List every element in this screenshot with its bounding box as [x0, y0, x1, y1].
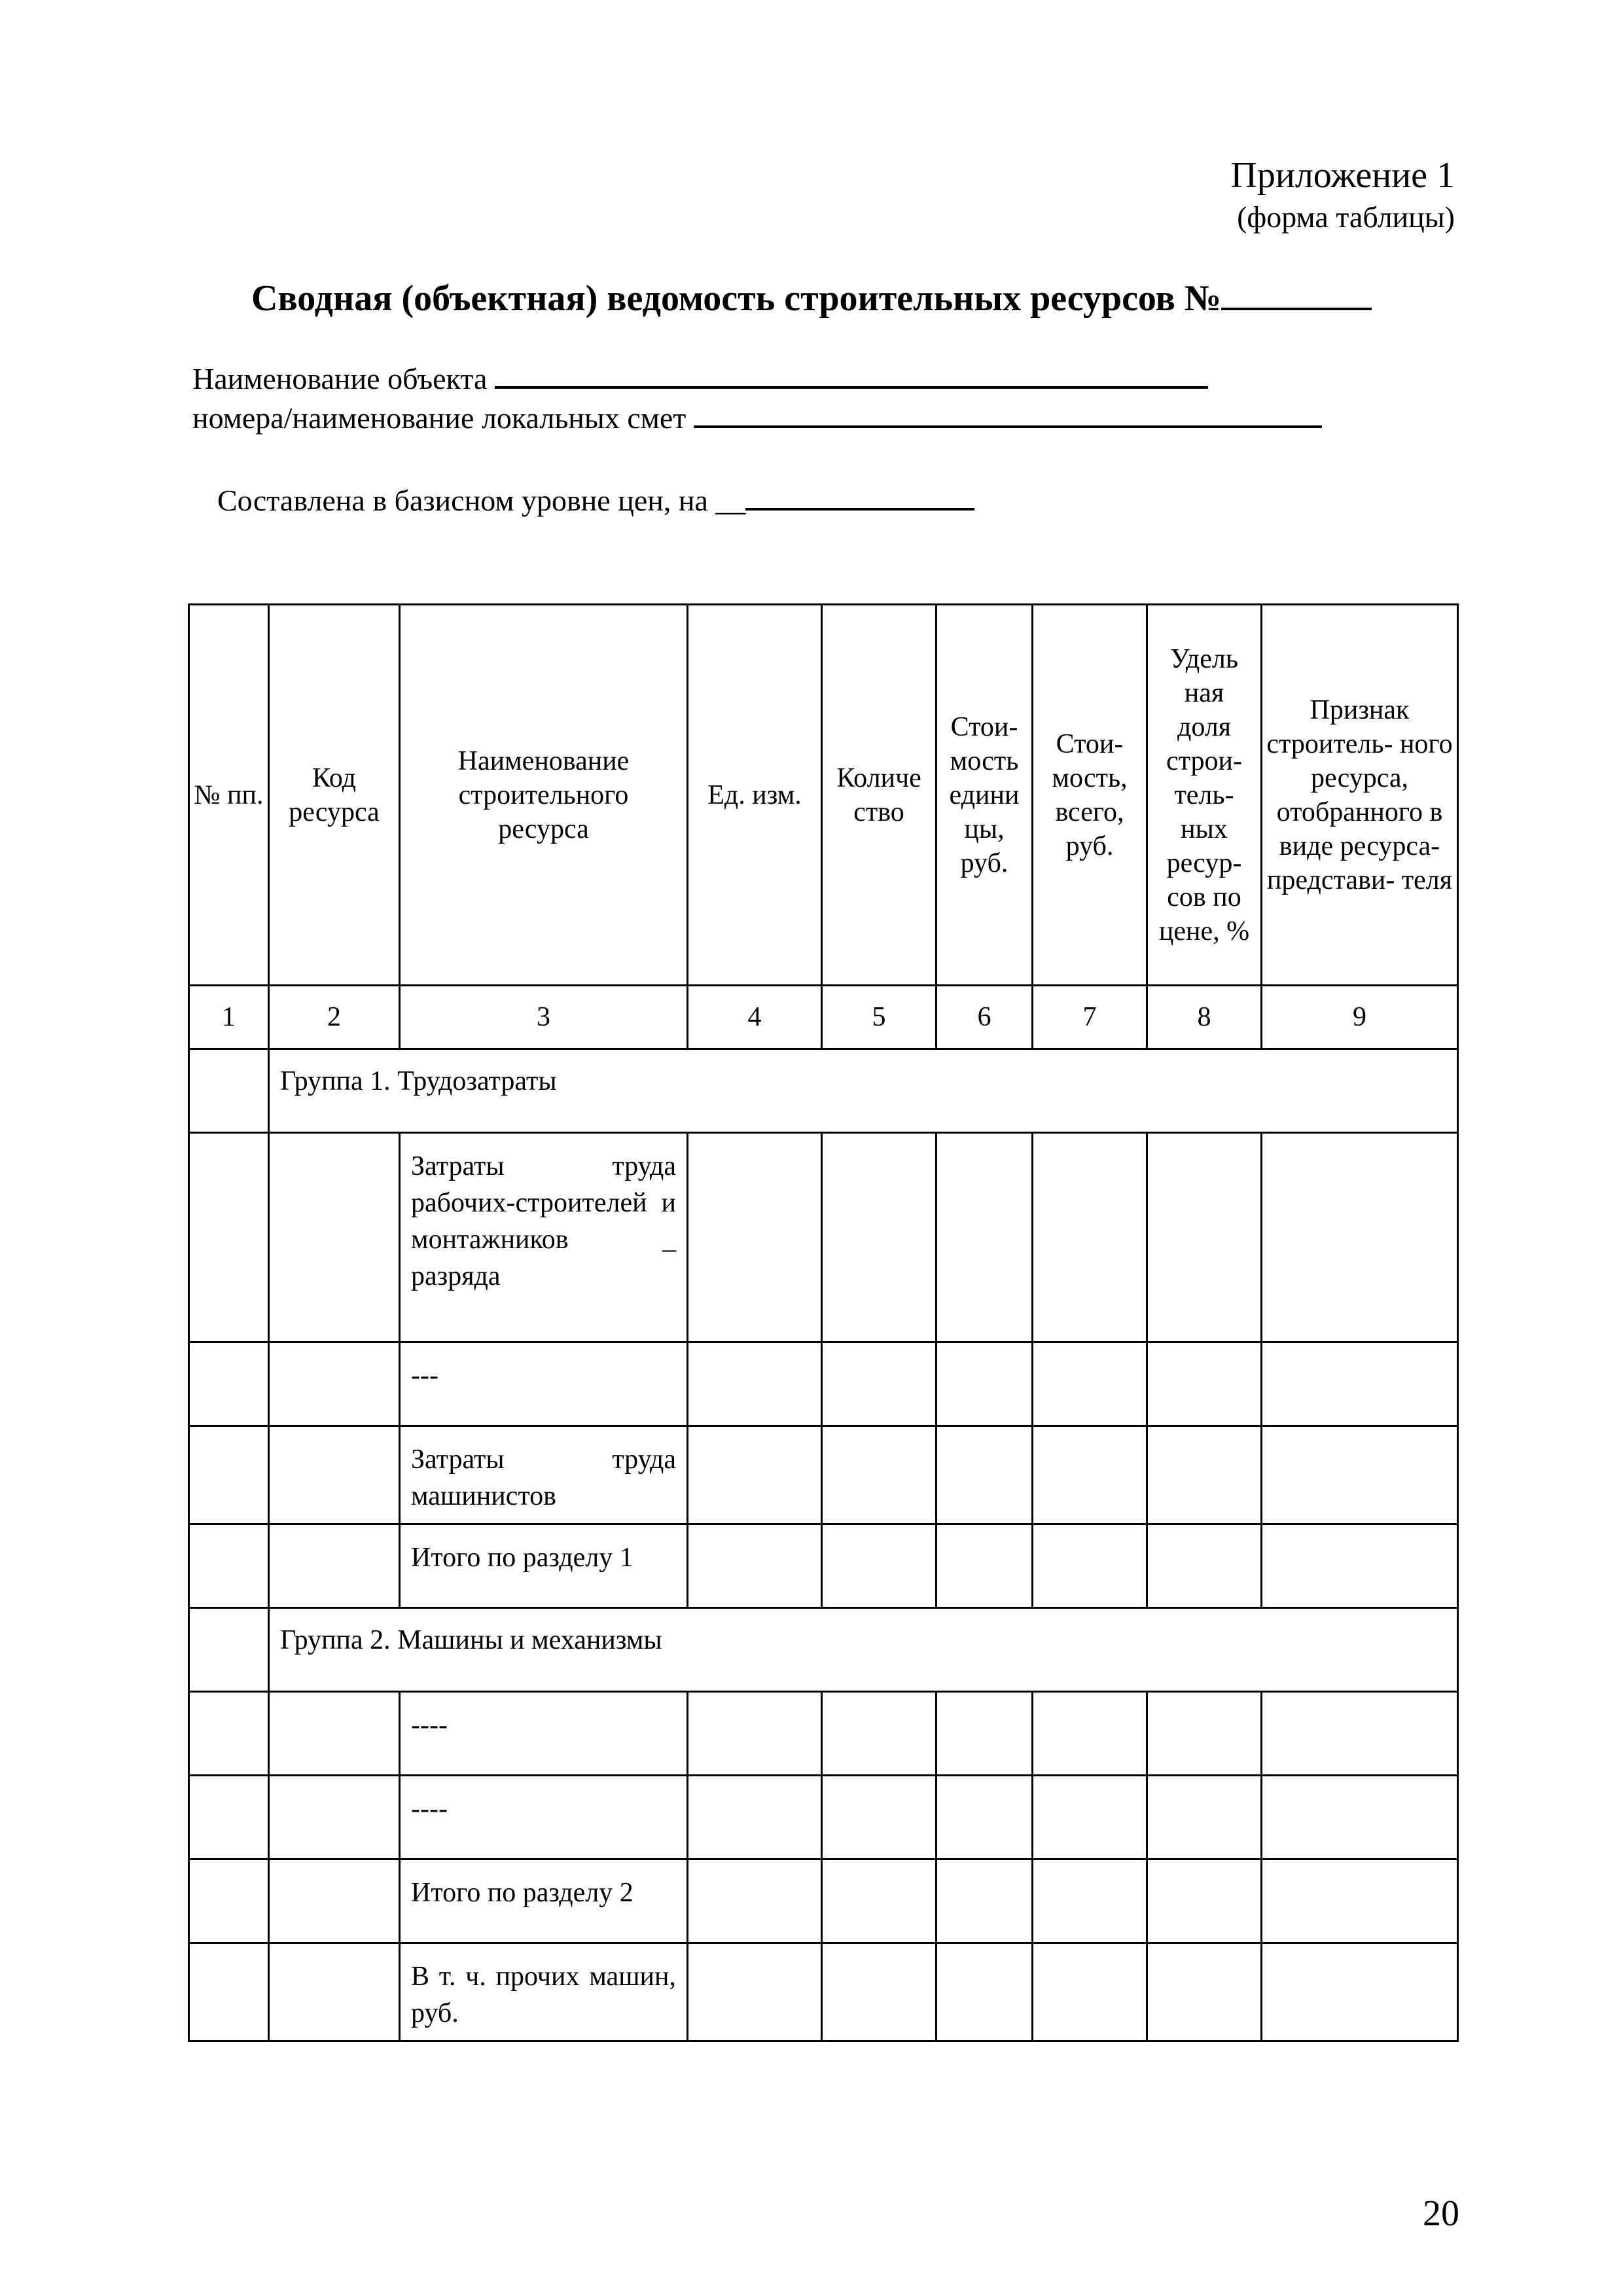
estimates-line [192, 395, 1322, 437]
column-number: 6 [936, 986, 1033, 1049]
empty-cell [1262, 1133, 1458, 1342]
table-row [189, 1524, 1458, 1608]
empty-cell [822, 1859, 936, 1943]
empty-cell [189, 1426, 269, 1524]
empty-cell [688, 1342, 822, 1426]
empty-cell [936, 1776, 1033, 1859]
table-row [189, 1943, 1458, 2041]
price-level-label: Составлена в базисном уровне цен, на __ [217, 484, 746, 517]
resource-name-cell: Затраты труда машинистов [400, 1426, 688, 1524]
group-row [189, 1608, 1458, 1692]
header-cell-quantity: Количе ство [822, 605, 936, 986]
resource-name-cell: ---- [400, 1692, 688, 1776]
empty-cell [189, 1608, 269, 1692]
empty-cell [1147, 1859, 1262, 1943]
group-title: Группа 1. Трудозатраты [269, 1049, 1458, 1133]
column-number: 1 [189, 986, 269, 1049]
header-cell-name: Наименование строительного ресурса [400, 605, 688, 986]
estimates-label: номера/наименование локальных смет [192, 401, 687, 435]
empty-cell [269, 1524, 400, 1608]
table-row [189, 1426, 1458, 1524]
empty-cell [1033, 1426, 1147, 1524]
empty-cell [1262, 1776, 1458, 1859]
column-number: 7 [1033, 986, 1147, 1049]
subtotal-cell: Итого по разделу 2 [400, 1859, 688, 1943]
empty-cell [822, 1943, 936, 2041]
empty-cell [822, 1524, 936, 1608]
column-number: 3 [400, 986, 688, 1049]
empty-cell [688, 1426, 822, 1524]
resource-name-cell: В т. ч. прочих машин, руб. [400, 1943, 688, 2041]
page-number: 20 [1423, 2193, 1459, 2234]
empty-cell [1033, 1776, 1147, 1859]
empty-cell [688, 1943, 822, 2041]
empty-cell [1262, 1426, 1458, 1524]
document-title [131, 274, 1492, 321]
empty-cell [189, 1049, 269, 1133]
empty-cell [189, 1859, 269, 1943]
table-row [189, 1342, 1458, 1426]
header-cell-unit: Ед. изм. [688, 605, 822, 986]
empty-cell [1262, 1943, 1458, 2041]
empty-cell [822, 1776, 936, 1859]
resource-name-cell: Затраты труда рабочих-строителей и монтажников _ разряда [400, 1133, 688, 1342]
empty-cell [1033, 1943, 1147, 2041]
header-cell-total-cost: Стои- мость, всего, руб. [1033, 605, 1147, 986]
document-number-blank [1221, 274, 1372, 310]
empty-cell [269, 1859, 400, 1943]
empty-cell [1033, 1133, 1147, 1342]
empty-cell [189, 1133, 269, 1342]
document-title-text: Сводная (объектная) ведомость строительных ресурсов № [251, 278, 1222, 319]
column-number: 9 [1262, 986, 1458, 1049]
empty-cell [688, 1692, 822, 1776]
table-row [189, 1776, 1458, 1859]
estimates-blank [694, 395, 1322, 428]
empty-cell [1033, 1342, 1147, 1426]
column-number: 4 [688, 986, 822, 1049]
empty-cell [1262, 1524, 1458, 1608]
empty-cell [936, 1859, 1033, 1943]
empty-cell [1147, 1342, 1262, 1426]
group-row [189, 1049, 1458, 1133]
group-title: Группа 2. Машины и механизмы [269, 1608, 1458, 1692]
header-cell-code: Код ресурса [269, 605, 400, 986]
price-level-blank [745, 478, 974, 511]
empty-cell [269, 1426, 400, 1524]
empty-cell [1262, 1692, 1458, 1776]
empty-cell [936, 1692, 1033, 1776]
table-row [189, 1692, 1458, 1776]
empty-cell [822, 1342, 936, 1426]
empty-cell [688, 1133, 822, 1342]
header-cell-unit-cost: Стои- мость едини цы, руб. [936, 605, 1033, 986]
empty-cell [1033, 1524, 1147, 1608]
empty-cell [1262, 1859, 1458, 1943]
object-name-line [192, 356, 1208, 397]
empty-cell [189, 1342, 269, 1426]
empty-cell [1147, 1426, 1262, 1524]
empty-cell [1147, 1943, 1262, 2041]
header-row [189, 605, 1458, 986]
column-numbers-row [189, 986, 1458, 1049]
header-cell-number: № пп. [189, 605, 269, 986]
resource-name-cell: --- [400, 1342, 688, 1426]
empty-cell [1033, 1859, 1147, 1943]
column-number: 5 [822, 986, 936, 1049]
price-level-line [217, 478, 974, 519]
empty-cell [936, 1342, 1033, 1426]
empty-cell [1147, 1776, 1262, 1859]
empty-cell [936, 1133, 1033, 1342]
empty-cell [269, 1692, 400, 1776]
empty-cell [822, 1426, 936, 1524]
empty-cell [688, 1776, 822, 1859]
empty-cell [1262, 1342, 1458, 1426]
table-row [189, 1859, 1458, 1943]
appendix-title: Приложение 1 [1230, 155, 1455, 196]
resources-table [188, 603, 1459, 2042]
object-name-blank [495, 356, 1208, 389]
empty-cell [269, 1342, 400, 1426]
header-cell-share: Удель ная доля строи- тель- ных ресур- сов по цене, % [1147, 605, 1262, 986]
subtotal-cell: Итого по разделу 1 [400, 1524, 688, 1608]
empty-cell [189, 1943, 269, 2041]
empty-cell [688, 1524, 822, 1608]
empty-cell [1147, 1524, 1262, 1608]
empty-cell [1147, 1133, 1262, 1342]
empty-cell [1033, 1692, 1147, 1776]
empty-cell [822, 1692, 936, 1776]
empty-cell [936, 1524, 1033, 1608]
empty-cell [189, 1776, 269, 1859]
empty-cell [269, 1943, 400, 2041]
resource-name-cell: ---- [400, 1776, 688, 1859]
appendix-subtitle: (форма таблицы) [1237, 200, 1455, 234]
empty-cell [688, 1859, 822, 1943]
column-number: 2 [269, 986, 400, 1049]
empty-cell [269, 1776, 400, 1859]
empty-cell [936, 1426, 1033, 1524]
header-cell-attribute: Признак строитель- ного ресурса, отобранного в виде ресурса- представи- теля [1262, 605, 1458, 986]
empty-cell [822, 1133, 936, 1342]
column-number: 8 [1147, 986, 1262, 1049]
empty-cell [269, 1133, 400, 1342]
empty-cell [189, 1692, 269, 1776]
table-row [189, 1133, 1458, 1342]
empty-cell [189, 1524, 269, 1608]
object-name-label: Наименование объекта [192, 362, 488, 395]
empty-cell [1147, 1692, 1262, 1776]
empty-cell [936, 1943, 1033, 2041]
